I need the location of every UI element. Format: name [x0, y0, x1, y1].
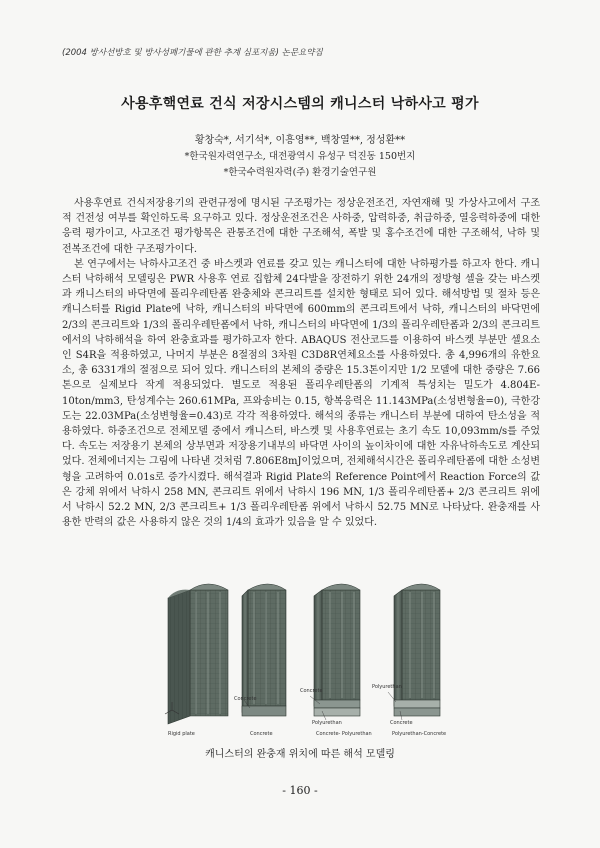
- label-pu-concrete-bottom: Concrete: [390, 720, 413, 726]
- label-concrete-pu-bottom: Polyurethan: [312, 720, 342, 726]
- canister-models-drawing: [150, 578, 460, 740]
- canister-model-figure: [150, 578, 460, 740]
- model-label-concrete: Concrete: [250, 731, 273, 737]
- label-concrete-pu-top: Concrete: [300, 688, 323, 694]
- author-list: 황창숙*, 서기석*, 이흥영**, 백창열**, 정성환**: [194, 135, 406, 146]
- model-rigid-plate: [165, 584, 228, 724]
- model-label-concrete-polyurethan: Concrete- Polyurethan: [316, 731, 372, 737]
- label-concrete-inner: Concrete: [234, 696, 257, 702]
- running-header: (2004 방사선방호 및 방사성폐기물에 관한 추계 심포지움) 논문요약집: [62, 48, 323, 58]
- model-label-polyurethan-concrete: Polyurethan-Concrete: [392, 731, 447, 737]
- model-polyurethan-concrete: [394, 584, 440, 716]
- figure-caption: 캐니스터의 완충재 위치에 따른 해석 모델링: [205, 749, 395, 760]
- page-number: - 160 -: [282, 784, 318, 797]
- paragraph-1: 사용후연료 건식저장용기의 관련규정에 명시된 구조평가는 정상운전조건, 자연재해 및 가상사고에서 구조적 건전성 여부를 확인하도록 요구하고 있다. 정상운전조건은 사하중, 압력하중, 취급하중, 열응력하중에 대한 응력 평가이고, 사고조건 평가항목은 관통조건에 대한 구조해석, 폭발 및 홍수조건에 대한 구조해석, 낙하 및 전복조건에 대한 구조평가이다.: [62, 198, 540, 255]
- abstract-body: [62, 196, 540, 530]
- affiliation-2: *한국수력원자력(주) 환경기술연구원: [223, 167, 377, 178]
- model-concrete-polyurethan: [314, 584, 360, 716]
- paragraph-2: 본 연구에서는 낙하사고조건 중 바스켓과 연료를 갖고 있는 캐니스터에 대한 낙하평가를 하고자 한다. 캐니스터 낙하해석 모델링은 PWR 사용후 연료 집합체 24다발을 장전하기 위한 24개의 정방형 셀을 갖는 바스켓과 캐니스터의 바닥면에 폴리우레탄폼 완충체와 콘크리트를 설치한 형태로 되어 있다. 해석방법 및 절차 등은 캐니스터를 Rigid Plate에 낙하, 캐니스터의 바닥면에 600mm의 콘크리트에서 낙하, 캐니스터의 바닥면에 2/3의 콘크리트와 1/3의 폴리우레탄폼에서 낙하, 캐니스터의 바닥면에 1/3의 폴리우레탄폼과 2/3의 콘크리트에서의 낙하해석을 하여 완충효과를 평가하고자 한다. ABAQUS 전산코드를 이용하여 바스켓 부분만 셀요소인 S4R을 적용하였고, 나머지 부분은 8절점의 3차원 C3D8R연체요소를 사용하였다. 총 4,996개의 유한요소, 총 6331개의 절점으로 되어 있다. 캐니스터의 본체의 중량은 15.3톤이지만 1/2 모델에 대한 중량은 7.66톤으로 실제보다 작게 적용되었다. 별도로 적용된 폴리우레탄폼의 기계적 특성치는 밀도가 4.804E-10ton/mm3, 탄성계수는 260.61MPa, 프와송비는 0.15, 항복응력은 11.143MPa(소성변형율=0), 극한강도는 22.03MPa(소성변형율=0.43)로 각각 적용하였다. 해석의 종류는 캐니스터 부분에 대하여 탄소성을 적용하였다. 하중조건으로 전체모델 중에서 캐니스터, 바스켓 및 사용후연료는 초기 속도 10,093mm/s를 주었다. 속도는 저장용기 본체의 상부면과 저장용기내부의 바닥면 사이의 높이차이에 대한 자유낙하속도로 계산되었다. 전체에너지는 그림에 나타낸 것처럼 7.806E8mJ이었으며, 전체해석시간은 폴리우레탄폼에 대한 소성변형을 고려하여 0.01s로 증가시켰다. 해석결과 Rigid Plate의 Reference Point에서 Reaction Force의 값은 강체 위에서 낙하시 258 MN, 콘크리트 위에서 낙하시 196 MN, 1/3 폴리우레탄폼+ 2/3 콘크리트 위에서 낙하시 52.2 MN, 2/3 콘크리트+ 1/3 폴리우레탄폼 위에서 낙하시 52.75 MN로 나타났다. 완충재를 사용한 반력의 값은 사용하지 않은 것의 1/4의 효과가 있음을 알 수 있었다.: [62, 258, 540, 529]
- affiliation-1: *한국원자력연구소, 대전광역시 유성구 덕진동 150번지: [184, 151, 416, 162]
- paper-title: 사용후핵연료 건식 저장시스템의 캐니스터 낙하사고 평가: [121, 96, 479, 112]
- model-label-rigid-plate: Rigid plate: [168, 731, 195, 737]
- label-pu-concrete-top: Polyurethan: [372, 684, 402, 690]
